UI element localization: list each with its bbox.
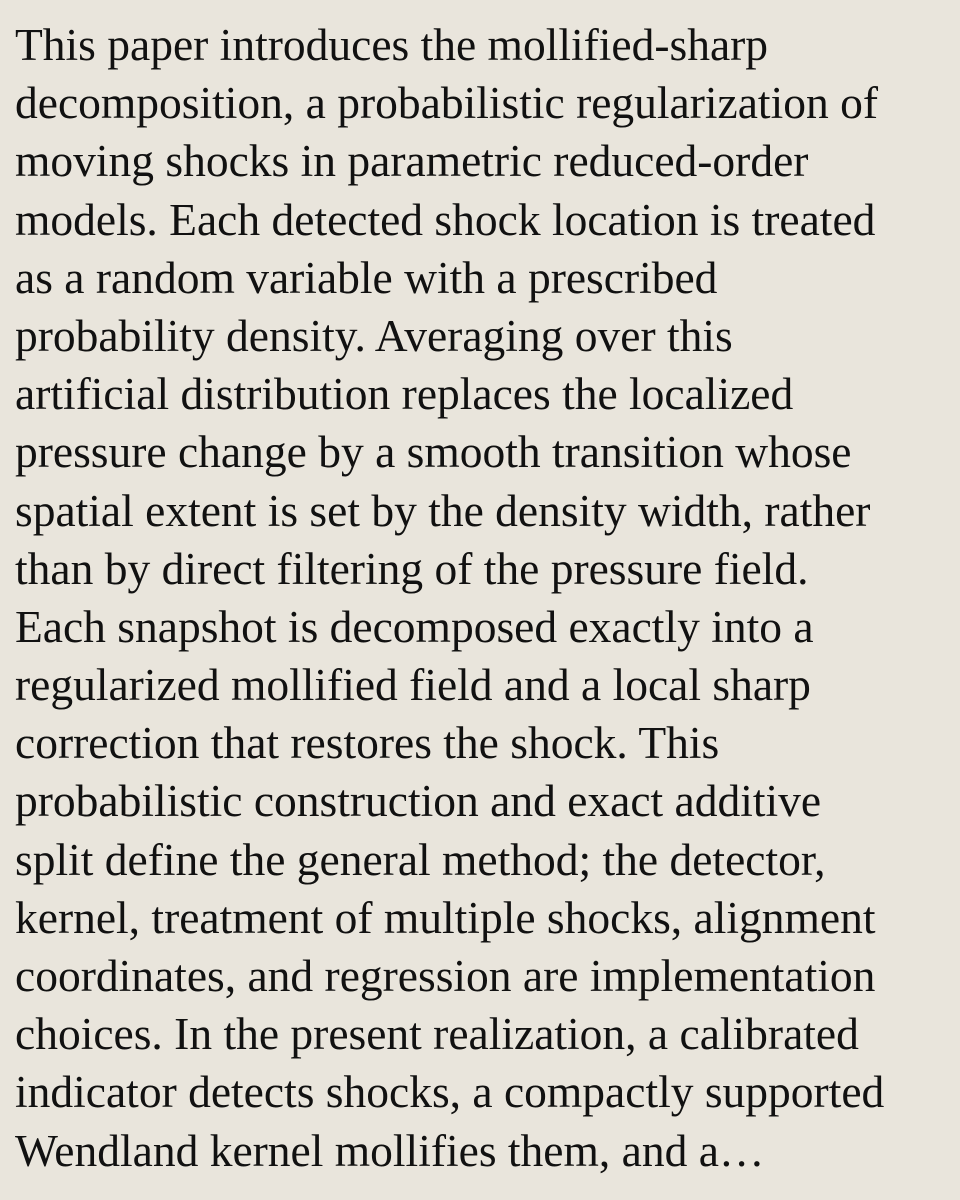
abstract-text [15,16,944,1180]
text-line: artificial distribution replaces the localized [15,368,794,420]
text-line: spatial extent is set by the density width, rather [15,484,871,536]
text-line: moving shocks in parametric reduced-order [15,135,809,187]
text-line: as a random variable with a prescribed [15,251,718,303]
text-line: Wendland kernel mollifies them, and a… [15,1124,765,1176]
text-line: correction that restores the shock. This [15,717,720,769]
text-line: probability density. Averaging over this [15,309,733,361]
text-line: indicator detects shocks, a compactly supported [15,1066,885,1118]
text-line: coordinates, and regression are implementation [15,950,876,1001]
text-line: kernel, treatment of multiple shocks, alignment [15,891,876,943]
text-line: choices. In the present realization, a calibrated [15,1008,859,1060]
text-line: split define the general method; the detector, [15,833,826,885]
text-line: regularized mollified field and a local sharp [15,659,811,711]
text-line: decomposition, a probabilistic regularization of [15,77,878,129]
text-line: than by direct filtering of the pressure field. [15,542,809,594]
text-line: This paper introduces the mollified-sharp [15,19,769,70]
text-line: probabilistic construction and exact additive [15,775,822,827]
text-line: Each snapshot is decomposed exactly into a [15,600,814,652]
text-line: pressure change by a smooth transition whose [15,426,852,478]
text-line: models. Each detected shock location is treated [15,193,876,245]
